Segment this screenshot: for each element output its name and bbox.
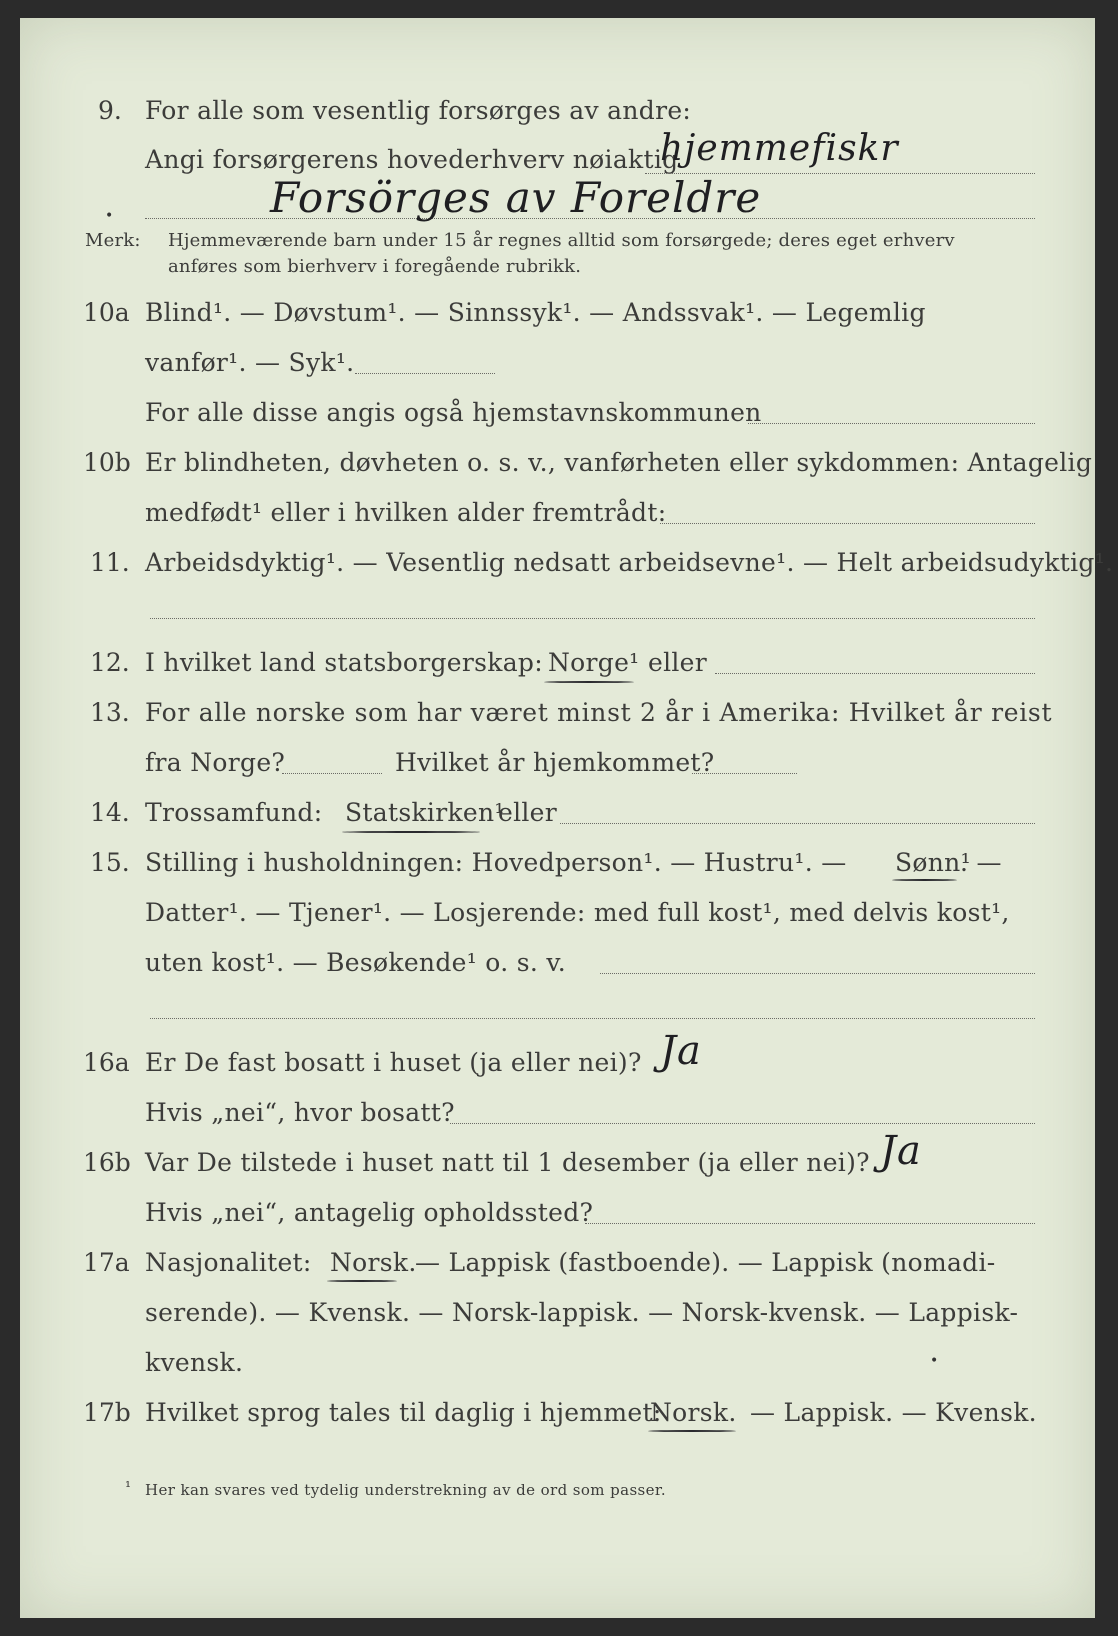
q13-reist-line bbox=[282, 773, 382, 774]
q17b-suffix: — Lappisk. — Kvensk. bbox=[750, 1398, 1037, 1427]
q17a-option-norsk: Norsk. bbox=[330, 1248, 417, 1277]
q9-handwritten-answer2: Forsörges av Foreldre bbox=[270, 173, 762, 222]
q14-underline bbox=[342, 831, 480, 833]
q14-number: 14. bbox=[90, 798, 130, 827]
q17b-underline bbox=[648, 1430, 736, 1432]
q14-prefix: Trossamfund: bbox=[145, 798, 323, 827]
q16a-handwritten-answer: Ja bbox=[660, 1028, 702, 1074]
q13-line2a: fra Norge? bbox=[145, 748, 286, 777]
q10b-line2: medfødt¹ eller i hvilken alder fremtrådt: bbox=[145, 498, 667, 527]
q10a-kommune-line bbox=[748, 423, 1035, 424]
q10b-number: 10b bbox=[83, 448, 131, 477]
q13-line2b: Hvilket år hjemkommet? bbox=[395, 748, 715, 777]
q17a-line1a: Nasjonalitet: bbox=[145, 1248, 312, 1277]
q9-note-line2: anføres som bierhverv i foregående rubrikk. bbox=[168, 256, 582, 277]
q12-number: 12. bbox=[90, 648, 130, 677]
q11-number: 11. bbox=[90, 548, 130, 577]
q17a-underline bbox=[327, 1280, 397, 1282]
q17a-line3: kvensk. bbox=[145, 1348, 244, 1377]
q13-number: 13. bbox=[90, 698, 130, 727]
q9-line2: Angi forsørgerens hovederhverv nøiaktig bbox=[145, 145, 679, 174]
q17a-line1b: — Lappisk (fastboende). — Lappisk (nomadi- bbox=[415, 1248, 996, 1277]
q11-line1: Arbeidsdyktig¹. — Vesentlig nedsatt arbeidsevne¹. — Helt arbeidsudyktig¹. bbox=[145, 548, 1114, 577]
footnote-text: Her kan svares ved tydelig understrekning av de ord som passer. bbox=[145, 1481, 667, 1499]
q10a-number: 10a bbox=[83, 298, 130, 327]
q9-number: 9. bbox=[98, 96, 122, 125]
ink-dot: • bbox=[930, 1353, 939, 1369]
q17a-line2: serende). — Kvensk. — Norsk-lappisk. — Norsk-kvensk. — Lappisk- bbox=[145, 1298, 1019, 1327]
q9-note-line1: Hjemmeværende barn under 15 år regnes alltid som forsørgede; deres eget erhverv bbox=[168, 230, 955, 251]
q10a-line2: vanfør¹. — Syk¹. bbox=[145, 348, 355, 377]
q16b-line2: Hvis „nei“, antagelig opholdssted? bbox=[145, 1198, 594, 1227]
q15-line1a: Stilling i husholdningen: Hovedperson¹. — Hustru¹. — bbox=[145, 848, 847, 877]
q9-note-label: Merk: bbox=[85, 230, 141, 251]
q9-handwritten-answer1: hjemmefiskr bbox=[660, 128, 899, 169]
q12-underline bbox=[544, 681, 634, 683]
q10a-line1: Blind¹. — Døvstum¹. — Sinnssyk¹. — Andssvak¹. — Legemlig bbox=[145, 298, 926, 327]
q14-other-line bbox=[560, 823, 1035, 824]
q16b-handwritten-answer: Ja bbox=[880, 1128, 922, 1174]
q15-number: 15. bbox=[90, 848, 130, 877]
q10a-syk-line bbox=[355, 373, 495, 374]
q16b-opholdssted-line bbox=[585, 1223, 1035, 1224]
q12-prefix: I hvilket land statsborgerskap: bbox=[145, 648, 543, 677]
q15-underline bbox=[892, 879, 957, 881]
q10a-line3: For alle disse angis også hjemstavnskommunen bbox=[145, 398, 762, 427]
q12-other-line bbox=[715, 673, 1035, 674]
q10b-line1: Er blindheten, døvheten o. s. v., vanførheten eller sykdommen: Antagelig bbox=[145, 448, 1093, 477]
q13-hjemkommet-line bbox=[692, 773, 797, 774]
q16a-line1: Er De fast bosatt i huset (ja eller nei)? bbox=[145, 1048, 642, 1077]
footnote-mark: ¹ bbox=[125, 1478, 132, 1496]
q10b-age-line bbox=[660, 523, 1035, 524]
q17b-option-norsk: Norsk. bbox=[650, 1398, 737, 1427]
q15-answer-line bbox=[150, 1018, 1035, 1019]
q17b-number: 17b bbox=[83, 1398, 131, 1427]
q15-option-sonn: Sønn¹ bbox=[895, 848, 971, 877]
q15-line1c: . — bbox=[960, 848, 1002, 877]
q16a-bosatt-line bbox=[450, 1123, 1035, 1124]
q15-line2: Datter¹. — Tjener¹. — Losjerende: med full kost¹, med delvis kost¹, bbox=[145, 898, 1010, 927]
q17a-number: 17a bbox=[83, 1248, 130, 1277]
q15-line3: uten kost¹. — Besøkende¹ o. s. v. bbox=[145, 948, 567, 977]
q16b-line1: Var De tilstede i huset natt til 1 desember (ja eller nei)? bbox=[145, 1148, 870, 1177]
ink-dot: • bbox=[105, 208, 114, 224]
q13-line1: For alle norske som har været minst 2 år i Amerika: Hvilket år reist bbox=[145, 698, 1053, 727]
q17b-prefix: Hvilket sprog tales til daglig i hjemmet: bbox=[145, 1398, 662, 1427]
q15-other-line bbox=[600, 973, 1035, 974]
q16a-line2: Hvis „nei“, hvor bosatt? bbox=[145, 1098, 455, 1127]
q11-answer-line bbox=[150, 618, 1035, 619]
q12-suffix: eller bbox=[648, 648, 708, 677]
q14-suffix: eller bbox=[498, 798, 558, 827]
q16a-number: 16a bbox=[83, 1048, 130, 1077]
census-form-page bbox=[20, 18, 1114, 1618]
q16b-number: 16b bbox=[83, 1148, 131, 1177]
q12-option-norge: Norge¹ bbox=[548, 648, 640, 677]
q14-option-statskirken: Statskirken¹ bbox=[345, 798, 505, 827]
q9-line1: For alle som vesentlig forsørges av andre: bbox=[145, 96, 692, 125]
